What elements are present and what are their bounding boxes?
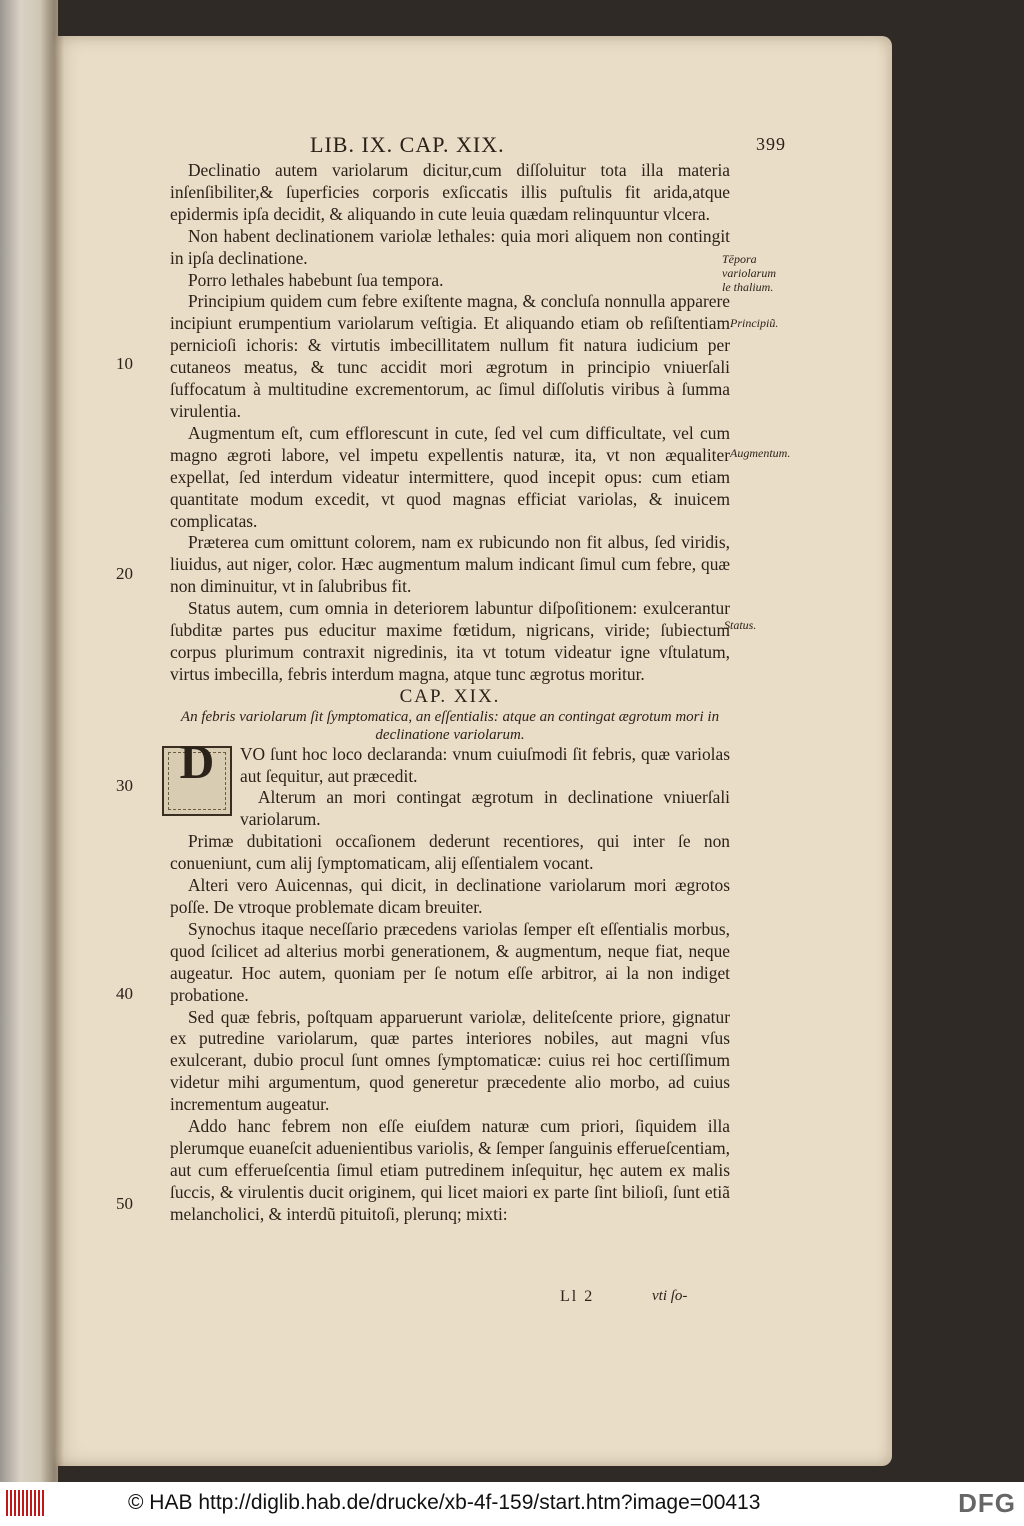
margin-note: Augmentum.: [730, 446, 791, 460]
margin-note: Tēpora variolarum le thalium.: [722, 252, 776, 294]
catchword: vti ſo-: [652, 1288, 688, 1304]
paragraph: Alteri vero Auicennas, qui dicit, in declinatione variolarum mori ægrotos poſſe. De vtroque problemate dicam breuiter.: [170, 875, 730, 917]
line-number: 10: [116, 354, 133, 373]
paragraph: Augmentum eſt, cum efflorescunt in cute, ſed vel cum difficultate, vel cum magno ægroti labore, vel impetu expellentis naturæ, ita, vt non æqualiter expellat, ſed interdum videatur intermittere, quod incepit opus: cum etiam quantitate modum excedit, vt quod magnas efficiat variolas, & inuicem complicatas.: [170, 422, 730, 531]
chapter-title: CAP. XIX.: [399, 685, 501, 707]
source-credit-link[interactable]: © HAB http://diglib.hab.de/drucke/xb-4f-159/start.htm?image=00413: [128, 1491, 761, 1514]
signature-mark: Ll 2: [560, 1288, 595, 1305]
paragraph: Declinatio autem variolarum dicitur,cum diſſoluitur tota illa materia inſenſibiliter,& ſuperficies corporis exſiccatis illis puſtulis fit arida,atque epidermis ipſa decidit, & aliquando in cute leuia quædam relinquuntur vlcera.: [170, 160, 730, 224]
barcode-icon: [6, 1490, 44, 1516]
chapter-subtitle: An febris variolarum ſit ſymptomatica, an eſſentialis: atque an contingat ægrotum mori in declinatione variolarum.: [180, 708, 720, 743]
line-number: 20: [116, 564, 133, 583]
paragraph: Alterum an mori contingat ægrotum in declinatione vniuerſali variolarum.: [240, 787, 730, 830]
running-header: [310, 132, 850, 162]
decorated-initial: [162, 735, 232, 816]
line-number: 30: [116, 776, 133, 795]
paragraph: Addo hanc febrem non eſſe eiuſdem naturæ cum priori, ſiquidem illa plerumque euaneſcit aduenientibus variolis, & ſemper ſanguinis efferueſcentiam, aut cum efferueſcentia ſimul etiam putredinem inſequitur, hęc autem ex malis ſuccis, & virulentis ducit originem, qui licet maiori ex parte ſint bilioſi, ſunt etiã melancholici, & interdũ pituitoſi, plerunq; mixti:: [170, 1116, 730, 1224]
paragraph: Non habent declinationem variolæ lethales: quia mori aliquem non contingit in ipſa declinatione.: [170, 225, 730, 268]
margin-note: Status.: [724, 618, 757, 632]
paragraph: Principium quidem cum febre exiſtente magna, & concluſa nonnulla apparere incipiunt erumpentium variolarum veſtigia. Et aliquando etiam ob reſiſtentiam pernicioſi ichoris: & virtutis imbecillitatem nullum fit natura iudicium per cutaneos meatus, & tunc accidit mori ægrotum in principio vniuerſali ſuffocatum à multitudine excrementorum, ac ſimul diſſolutis viribus à ſumma virulentia.: [170, 291, 730, 421]
page-number: 399: [756, 134, 786, 154]
dfg-logo: DFG: [958, 1488, 1016, 1518]
main-text-block: [170, 160, 730, 1226]
paragraph: Primæ dubitationi occaſionem dederunt recentiores, qui inter ſe non conueniunt, cum alij ſymptomaticam, alij eſſentialem vocant.: [170, 831, 730, 874]
line-number: 40: [116, 984, 133, 1003]
margin-note: Principiũ.: [730, 316, 779, 330]
running-title: LIB. IX. CAP. XIX.: [310, 132, 505, 157]
paragraph: Præterea cum omittunt colorem, nam ex rubicundo non fit albus, ſed viridis, liuidus, aut niger, color. Hæc augmentum malum indicant ſimul cum febre, quæ non diminuitur, vt in ſalubribus fit.: [170, 532, 730, 597]
line-number: 50: [116, 1194, 133, 1213]
initial-letter: D: [179, 735, 215, 789]
gutter-shadow: [40, 0, 64, 1482]
paragraph: Porro lethales habebunt ſua tempora.: [188, 269, 444, 290]
viewer-footer: [0, 1482, 1024, 1526]
paragraph: Status autem, cum omnia in deteriorem labuntur diſpoſitionem: exulcerantur ſubditæ partes pus educitur maxime fœtidum, nigricans, viride; ſubiectum corpus plurimum contraxit nigredinis, ita vt totum videatur igne vſtulatum, virtus imbecilla, febris interdum magna, atque tunc ægrotus moritur.: [170, 598, 730, 684]
paragraph: Sed quæ febris, poſtquam apparuerunt variolæ, deliteſcente priore, gignatur ex putredine variolarum, quæ partes interiores nobiles, aut magni vſus exulcerant, dubio procul ſunt omnes ſymptomaticæ: cuius rei hoc certiſſimum videtur mihi argumentum, quod generetur præcedente alio morbo, ad cuius incrementum augeatur.: [170, 1006, 730, 1115]
paragraph: VO ſunt hoc loco declaranda: vnum cuiuſmodi ſit febris, quæ variolas aut ſequitur, aut præcedit.: [240, 743, 730, 786]
paragraph: Synochus itaque neceſſario præcedens variolas ſemper eſt eſſentialis morbus, quod ſcilicet ad alterius morbi generationem, & augmentum, neque fiat, neque augeatur. Hoc autem, quoniam per ſe notum eſſe arbitror, ai la non indiget probatione.: [170, 918, 730, 1005]
